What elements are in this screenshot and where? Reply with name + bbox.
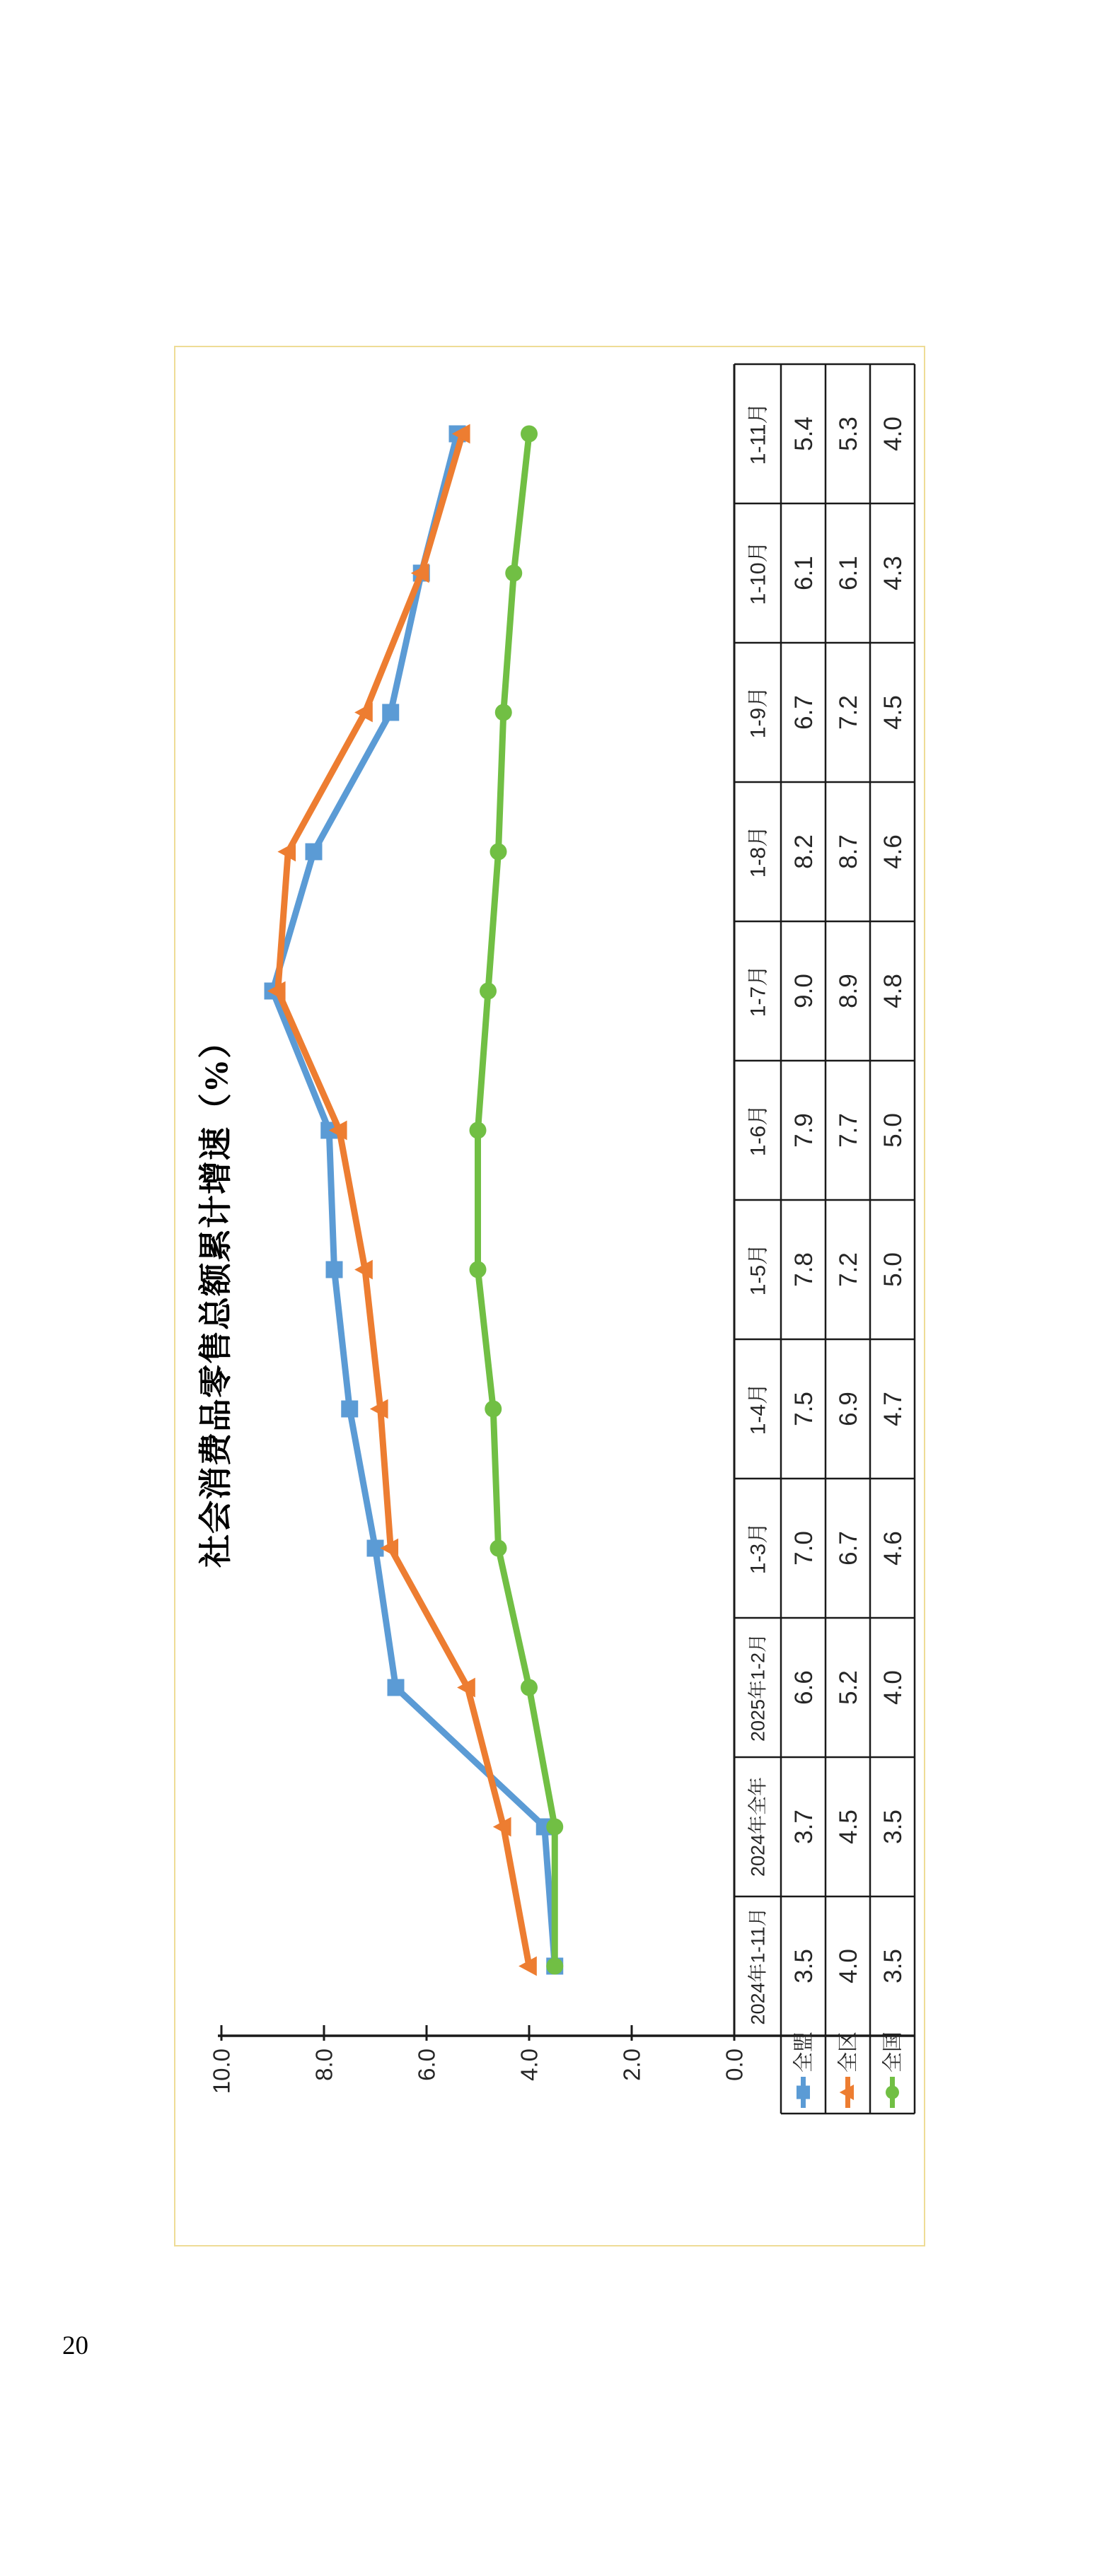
chart-frame bbox=[174, 346, 925, 2246]
table-value-cell: 6.9 bbox=[834, 1392, 862, 1426]
table-value-cell: 5.0 bbox=[879, 1113, 907, 1148]
table-header-cell: 2024年全年 bbox=[747, 1776, 769, 1877]
table-value-cell: 9.0 bbox=[789, 974, 818, 1008]
table-value-cell: 7.0 bbox=[789, 1531, 818, 1566]
rotated-chart-area bbox=[175, 347, 924, 2245]
series-marker-全国 bbox=[470, 1122, 487, 1139]
table-header-cell: 1-11月 bbox=[746, 402, 770, 465]
table-value-cell: 5.4 bbox=[789, 416, 818, 451]
table-value-cell: 4.5 bbox=[834, 1809, 862, 1844]
series-marker-全国 bbox=[546, 1958, 563, 1975]
table-header-cell: 2025年1-2月 bbox=[747, 1633, 769, 1742]
table-value-cell: 6.7 bbox=[834, 1531, 862, 1566]
table-header-cell: 2024年1-11月 bbox=[747, 1907, 769, 2025]
table-header-cell: 1-5月 bbox=[746, 1243, 770, 1296]
page-number: 20 bbox=[62, 2331, 88, 2360]
table-value-cell: 7.7 bbox=[834, 1113, 862, 1148]
series-marker-全盟 bbox=[326, 1261, 343, 1278]
series-marker-全国 bbox=[490, 844, 507, 861]
table-value-cell: 7.2 bbox=[834, 1252, 862, 1287]
table-value-cell: 4.5 bbox=[879, 695, 907, 730]
table-value-cell: 4.7 bbox=[879, 1392, 907, 1426]
series-marker-全盟 bbox=[306, 844, 323, 861]
axis-tick-label: 4.0 bbox=[516, 2048, 543, 2081]
table-value-cell: 5.2 bbox=[834, 1670, 862, 1705]
series-line-全盟 bbox=[273, 434, 555, 1966]
table-value-cell: 4.8 bbox=[879, 974, 907, 1008]
table-value-cell: 3.5 bbox=[789, 1949, 818, 1983]
legend-key-marker bbox=[886, 2086, 899, 2099]
table-header-cell: 1-9月 bbox=[746, 686, 770, 739]
series-marker-全国 bbox=[521, 426, 538, 443]
line-chart-canvas bbox=[175, 347, 924, 2245]
table-header-cell: 1-3月 bbox=[746, 1522, 770, 1575]
table-value-cell: 6.1 bbox=[834, 556, 862, 590]
series-marker-全国 bbox=[490, 1540, 507, 1557]
legend-label: 全国 bbox=[881, 2031, 905, 2073]
table-value-cell: 5.3 bbox=[834, 416, 862, 451]
series-marker-全盟 bbox=[341, 1401, 358, 1418]
table-value-cell: 4.0 bbox=[879, 416, 907, 451]
axis-tick-label: 8.0 bbox=[311, 2048, 337, 2081]
table-value-cell: 7.9 bbox=[789, 1113, 818, 1148]
table-header-cell: 1-8月 bbox=[746, 825, 770, 878]
series-marker-全国 bbox=[546, 1819, 563, 1836]
series-marker-全盟 bbox=[382, 704, 399, 721]
series-marker-全盟 bbox=[388, 1679, 405, 1696]
table-value-cell: 7.2 bbox=[834, 695, 862, 730]
table-value-cell: 4.3 bbox=[879, 556, 907, 590]
legend-label: 全区 bbox=[837, 2031, 860, 2073]
legend-key-marker bbox=[797, 2086, 810, 2099]
table-header-cell: 1-4月 bbox=[746, 1382, 770, 1435]
table-value-cell: 6.6 bbox=[789, 1670, 818, 1705]
series-marker-全国 bbox=[470, 1261, 487, 1278]
table-header-cell: 1-6月 bbox=[746, 1104, 770, 1157]
series-marker-全国 bbox=[485, 1401, 502, 1418]
axis-tick-label: 2.0 bbox=[618, 2048, 645, 2081]
series-marker-全国 bbox=[495, 704, 512, 721]
series-line-全国 bbox=[478, 434, 555, 1966]
axis-tick-label: 6.0 bbox=[413, 2048, 440, 2081]
series-marker-全国 bbox=[505, 565, 522, 582]
table-header-cell: 1-7月 bbox=[746, 964, 770, 1018]
table-value-cell: 8.9 bbox=[834, 974, 862, 1008]
table-value-cell: 8.2 bbox=[789, 834, 818, 869]
series-marker-全国 bbox=[480, 983, 497, 1000]
table-value-cell: 5.0 bbox=[879, 1252, 907, 1287]
table-value-cell: 4.0 bbox=[879, 1670, 907, 1705]
table-value-cell: 4.6 bbox=[879, 1531, 907, 1566]
table-value-cell: 4.6 bbox=[879, 834, 907, 869]
table-value-cell: 3.5 bbox=[879, 1949, 907, 1983]
table-value-cell: 3.7 bbox=[789, 1809, 818, 1844]
table-value-cell: 8.7 bbox=[834, 834, 862, 869]
table-value-cell: 7.5 bbox=[789, 1392, 818, 1426]
table-value-cell: 4.0 bbox=[834, 1949, 862, 1983]
table-value-cell: 3.5 bbox=[879, 1809, 907, 1844]
series-marker-全国 bbox=[521, 1679, 538, 1696]
legend-label: 全盟 bbox=[792, 2031, 816, 2073]
chart-title: 社会消费品零售总额累计增速（%） bbox=[198, 1025, 235, 1568]
axis-tick-label: 0.0 bbox=[721, 2048, 748, 2081]
table-header-cell: 1-10月 bbox=[746, 541, 770, 605]
axis-tick-label: 10.0 bbox=[208, 2048, 235, 2094]
table-value-cell: 6.7 bbox=[789, 695, 818, 730]
table-value-cell: 7.8 bbox=[789, 1252, 818, 1287]
table-value-cell: 6.1 bbox=[789, 556, 818, 590]
